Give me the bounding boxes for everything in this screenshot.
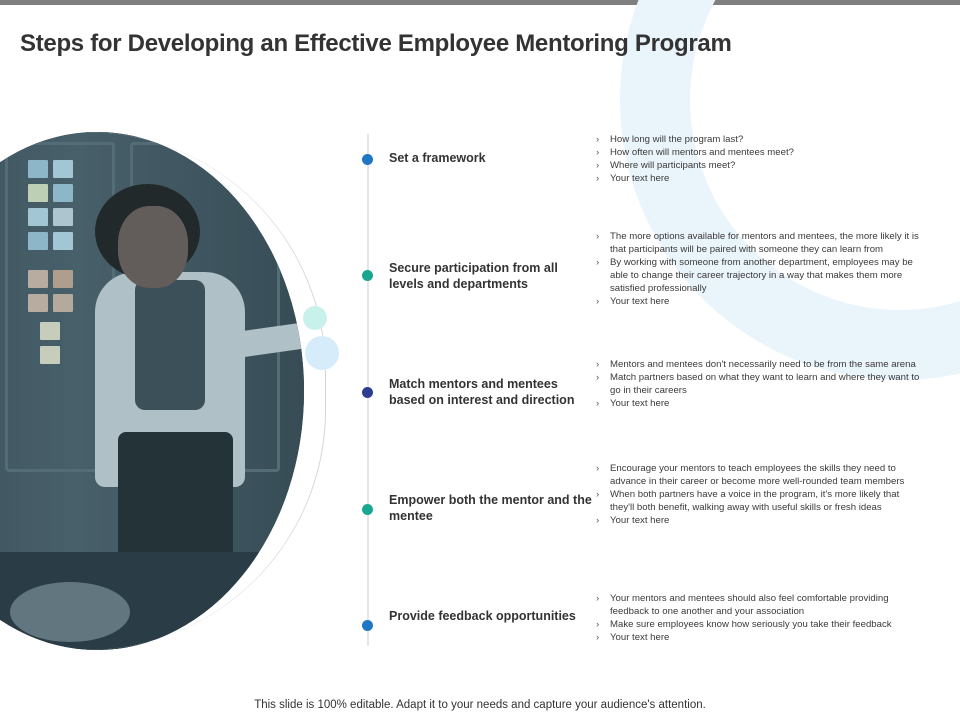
step-1-bullets [596, 134, 926, 186]
step-1-dot [362, 154, 373, 165]
bullet-item: › Your text here [596, 296, 926, 309]
step-5-bullets [596, 593, 926, 645]
slide-title: Steps for Developing an Effective Employee Mentoring Program [20, 30, 732, 57]
bullet-item: › Your text here [596, 173, 926, 186]
step-4-bullets [596, 463, 926, 528]
bullet-item: › Mentors and mentees don't necessarily need to be from the same arena [596, 359, 926, 372]
footer-note: This slide is 100% editable. Adapt it to your needs and capture your audience's attention. [254, 699, 706, 711]
step-2-dot [362, 270, 373, 281]
bullet-item: › Your text here [596, 398, 926, 411]
step-5-dot [362, 620, 373, 631]
step-4-dot [362, 504, 373, 515]
step-1-title: Set a framework [389, 151, 486, 165]
bullet-item: › How long will the program last? [596, 134, 926, 147]
bullet-item: › The more options available for mentors and mentees, the more likely it is that participants will be paired with someone they can learn from [596, 231, 926, 257]
bullet-item: › Your mentors and mentees should also feel comfortable providing feedback to one another and your association [596, 593, 926, 619]
bullet-item: › Match partners based on what they want to learn and where they want to go in their careers [596, 372, 926, 398]
bullet-item: › By working with someone from another department, employees may be able to change their career trajectory in a way that makes them more satisfied professionally [596, 257, 926, 296]
bullet-item: › When both partners have a voice in the program, it's more likely that they'll both benefit, walking away with useful skills or fresh ideas [596, 489, 926, 515]
bullet-item: › Encourage your mentors to teach employees the skills they need to advance in their career or become more well-rounded team members [596, 463, 926, 489]
bullet-item: › Your text here [596, 515, 926, 528]
bullet-item: › Your text here [596, 632, 926, 645]
step-4-title: Empower both the mentor and the mentee [389, 493, 592, 523]
step-2-bullets [596, 231, 926, 308]
decorative-bubble-small [303, 306, 327, 330]
decorative-bubble-large [305, 336, 339, 370]
step-5-title: Provide feedback opportunities [389, 609, 576, 623]
step-2-title: Secure participation from all levels and departments [389, 261, 558, 291]
bullet-item: › Make sure employees know how seriously you take their feedback [596, 619, 926, 632]
step-3-dot [362, 387, 373, 398]
step-3-bullets [596, 359, 926, 411]
bullet-item: › How often will mentors and mentees meet? [596, 147, 926, 160]
step-3-title: Match mentors and mentees based on interest and direction [389, 377, 575, 407]
bullet-item: › Where will participants meet? [596, 160, 926, 173]
